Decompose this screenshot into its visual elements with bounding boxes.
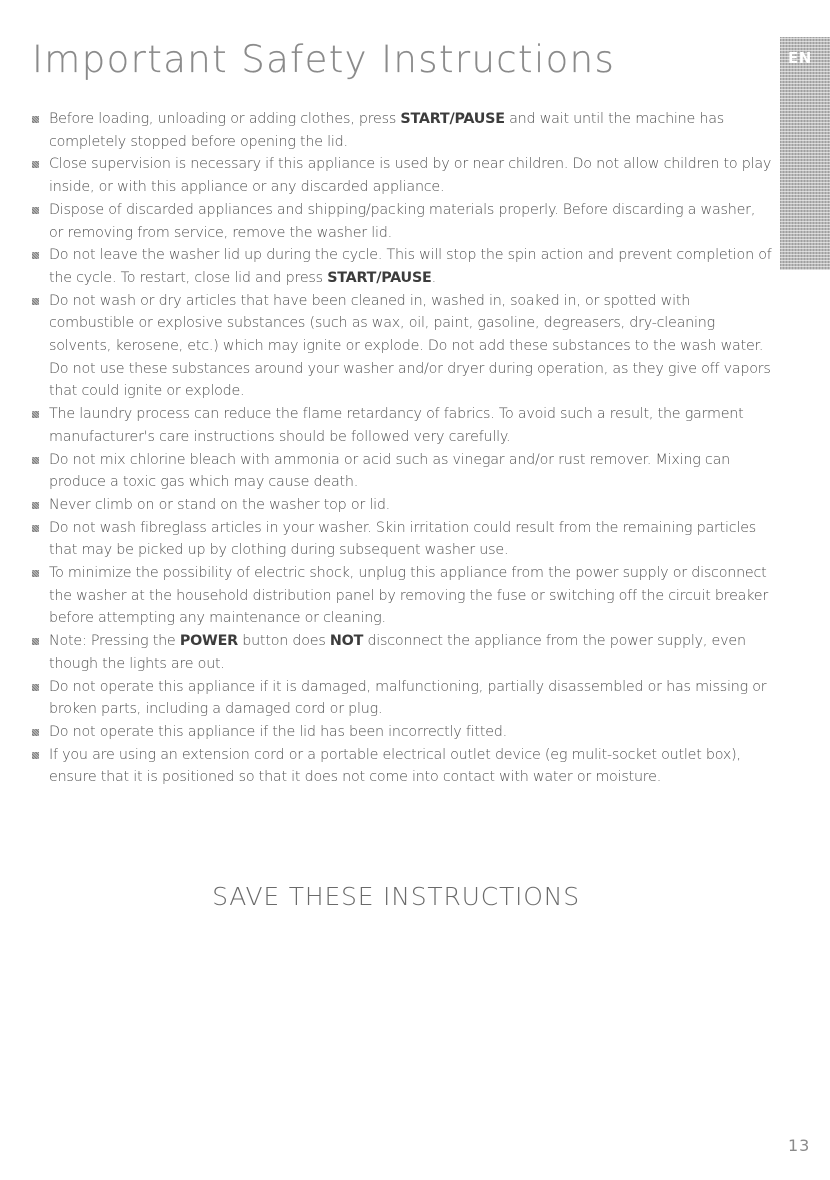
instruction-item xyxy=(32,676,772,721)
instruction-text: and wait until the machine has completely stopped before opening the lid. xyxy=(49,111,725,150)
square-bullet-icon xyxy=(32,525,39,532)
instruction-text: Do not wash fibreglass articles in your washer. Skin irritation could result from the remaining particles that may be picked up by clothing during subsequent washer use. xyxy=(49,519,756,559)
language-tab xyxy=(780,37,830,270)
instruction-text: Do not operate this appliance if the lid has been incorrectly fitted. xyxy=(49,723,507,740)
square-bullet-icon xyxy=(32,252,39,259)
instruction-item xyxy=(32,108,772,153)
instruction-text: Do not wash or dry articles that have been cleaned in, washed in, soaked in, or spotted with combustible or explosive substances (such as wax, oil, paint, gasoline, degreasers, dry-cleaning solvents, kerosene, etc.) which may ignite or explode. Do not add these substances to the wash water. Do not use these substances around your washer and/or dryer during operation, as they give off vapors that could ignite or explode. xyxy=(49,292,771,400)
instruction-keyword: POWER xyxy=(179,633,238,650)
instruction-text: Note: Pressing the xyxy=(49,633,180,650)
instruction-item xyxy=(32,153,772,198)
square-bullet-icon xyxy=(32,570,39,577)
instruction-item xyxy=(32,630,772,675)
instruction-text: Never climb on or stand on the washer top or lid. xyxy=(49,496,391,513)
instruction-text: button does xyxy=(237,633,330,650)
instruction-text: disconnect the appliance from the power supply, even though the lights are out. xyxy=(49,633,746,672)
page-number: 13 xyxy=(788,1136,811,1155)
instruction-text: Close supervision is necessary if this appliance is used by or near children. Do not allow children to play inside, or with this appliance or any discarded appliance. xyxy=(49,156,772,196)
instruction-text: Do not leave the washer lid up during the cycle. This will stop the spin action and prevent completion of the cycle. To restart, close lid and press xyxy=(49,247,772,286)
instruction-text: Do not operate this appliance if it is damaged, malfunctioning, partially disassembled or has missing or broken parts, including a damaged cord or plug. xyxy=(49,678,767,718)
instruction-item xyxy=(32,403,772,448)
instruction-item xyxy=(32,494,772,517)
instruction-text: Dispose of discarded appliances and shipping/packing materials properly. Before discarding a washer, or removing from service, remove the washer lid. xyxy=(49,201,756,241)
instruction-item xyxy=(32,199,772,244)
instruction-item xyxy=(32,449,772,494)
language-tab-label: EN xyxy=(788,49,812,67)
square-bullet-icon xyxy=(32,752,39,759)
save-instructions-heading: SAVE THESE INSTRUCTIONS xyxy=(212,882,580,911)
square-bullet-icon xyxy=(32,411,39,418)
page-title: Important Safety Instructions xyxy=(32,38,616,81)
instruction-text: If you are using an extension cord or a portable electrical outlet device (eg mulit-socket outlet box), ensure that it is positioned so that it does not come into contact with water or moisture. xyxy=(49,746,741,786)
square-bullet-icon xyxy=(32,684,39,691)
square-bullet-icon xyxy=(32,457,39,464)
instruction-text: Do not mix chlorine bleach with ammonia or acid such as vinegar and/or rust remover. Mixing can produce a toxic gas which may cause death. xyxy=(49,451,730,491)
square-bullet-icon xyxy=(32,161,39,168)
square-bullet-icon xyxy=(32,502,39,509)
instruction-item xyxy=(32,562,772,630)
safety-instruction-list xyxy=(32,108,772,789)
instruction-keyword: NOT xyxy=(329,633,364,650)
instruction-keyword: START/PAUSE xyxy=(400,111,505,127)
instruction-item xyxy=(32,290,772,404)
instruction-text: The laundry process can reduce the flame retardancy of fabrics. To avoid such a result, the garment manufacturer's care instructions should be followed very carefully. xyxy=(49,406,744,445)
square-bullet-icon xyxy=(32,298,39,305)
square-bullet-icon xyxy=(32,116,39,123)
square-bullet-icon xyxy=(32,207,39,214)
instruction-item xyxy=(32,244,772,289)
instruction-text: To minimize the possibility of electric shock, unplug this appliance from the power supply or disconnect the washer at the household distribution panel by removing the fuse or switching off the circuit breaker before attempting any maintenance or cleaning. xyxy=(49,565,769,627)
instruction-item xyxy=(32,744,772,789)
square-bullet-icon xyxy=(32,729,39,736)
instruction-keyword: START/PAUSE xyxy=(327,269,432,286)
instruction-item xyxy=(32,721,772,744)
instruction-text: Before loading, unloading or adding clothes, press xyxy=(49,111,401,127)
square-bullet-icon xyxy=(32,638,39,645)
instruction-text: . xyxy=(431,269,436,286)
instruction-item xyxy=(32,517,772,562)
